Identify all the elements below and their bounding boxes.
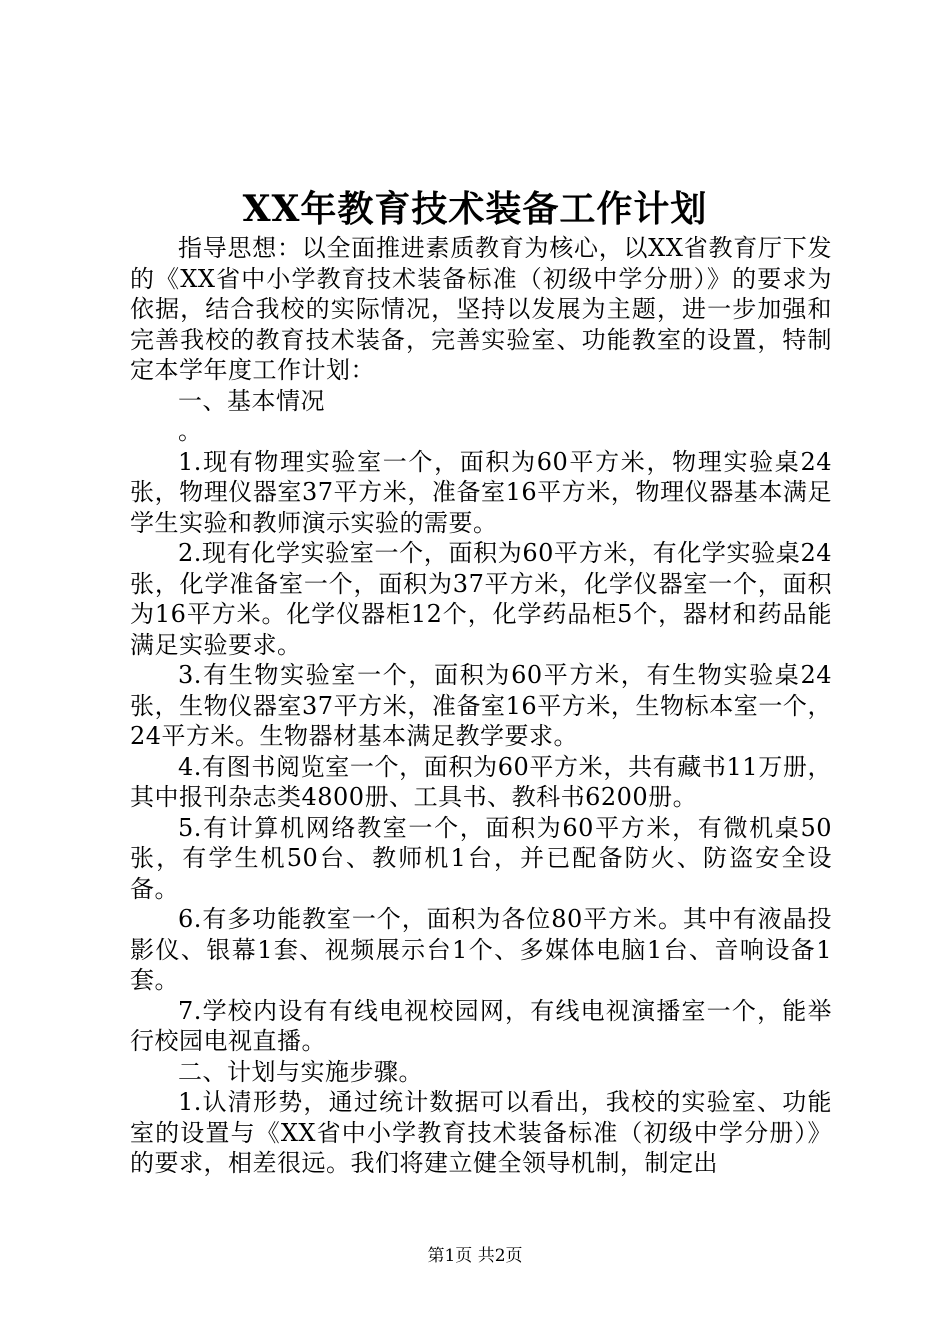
paragraph-step-1: 1.认清形势，通过统计数据可以看出，我校的实验室、功能室的设置与《XX省中小学教育技术装备标准（初级中学分册）》的要求，相差很远。我们将建立健全领导机制，制定出 — [130, 1088, 832, 1177]
paragraph-item-biology-lab: 3.有生物实验室一个，面积为60平方米，有生物实验桌24张，生物仪器室37平方米，准备室16平方米，生物标本室一个，24平方米。生物器材基本满足教学要求。 — [130, 661, 832, 750]
paragraph-guiding-thought: 指导思想：以全面推进素质教育为核心，以XX省教育厅下发的《XX省中小学教育技术装备标准（初级中学分册）》的要求为依据，结合我校的实际情况，坚持以发展为主题，进一步加强和完善我校的教育技术装备，完善实验室、功能教室的设置，特制定本学年度工作计划： — [130, 234, 832, 384]
paragraph-item-physics-lab: 1.现有物理实验室一个，面积为60平方米，物理实验桌24张，物理仪器室37平方米，准备室16平方米，物理仪器基本满足学生实验和教师演示实验的需要。 — [130, 447, 832, 537]
document-body — [130, 233, 832, 1179]
paragraph-period: 。 — [178, 417, 203, 445]
paragraph-item-computer-room: 5.有计算机网络教室一个，面积为60平方米，有微机桌50张，有学生机50台、教师机1台，并已配备防火、防盗安全设备。 — [130, 813, 832, 903]
document-title: XX年教育技术装备工作计划 — [242, 188, 708, 230]
page-footer: 第1页 共2页 — [427, 1246, 523, 1266]
paragraph-item-library: 4.有图书阅览室一个，面积为60平方米，共有藏书11万册，其中报刊杂志类4800册、工具书、教科书6200册。 — [130, 752, 832, 811]
section-heading-plan-steps: 二、计划与实施步骤。 — [178, 1057, 423, 1086]
paragraph-item-multimedia-room: 6.有多功能教室一个，面积为各位80平方米。其中有液晶投影仪、银幕1套、视频展示台1个、多媒体电脑1台、音响设备1套。 — [130, 905, 832, 994]
paragraph-item-campus-tv: 7.学校内设有有线电视校园网，有线电视演播室一个，能举行校园电视直播。 — [130, 996, 832, 1055]
paragraph-item-chemistry-lab: 2.现有化学实验室一个，面积为60平方米，有化学实验桌24张，化学准备室一个，面积为37平方米，化学仪器室一个，面积为16平方米。化学仪器柜12个，化学药品柜5个，器材和药品能满足实验要求。 — [130, 539, 832, 659]
section-heading-basic-situation: 一、基本情况 — [178, 386, 325, 415]
